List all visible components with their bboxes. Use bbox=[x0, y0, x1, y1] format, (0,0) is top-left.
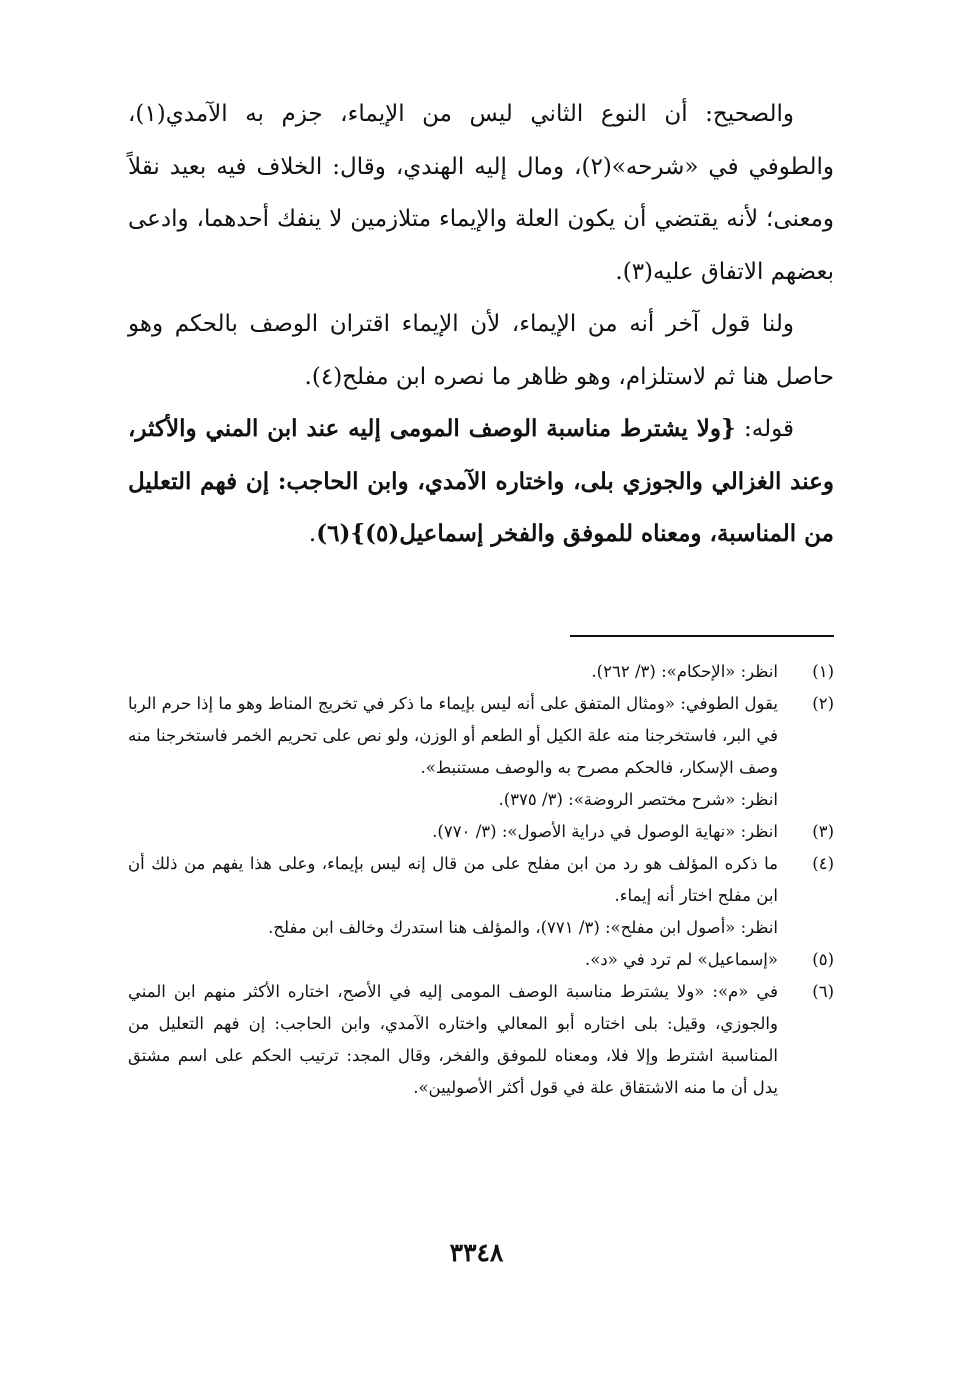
quote-tail: . bbox=[308, 521, 317, 547]
quote-lead: قوله: bbox=[735, 416, 794, 442]
footnote-number: (٦) bbox=[812, 982, 834, 1001]
footnote-line: يقول الطوفي: «ومثال المتفق على أنه ليس بإيماء ما ذكر في تخريج المناط وهو ما إذا حرم الربا في البر، فاستخرجنا منه علة الكيل أو الطعم أو الوزن، ولو نص على تحريم الخمر فاستخرجنا منه وصف الإسكار، فالحكم مصرح به والوصف مستنبط». bbox=[128, 694, 778, 777]
footnote-2 bbox=[128, 688, 834, 816]
footnote-4 bbox=[128, 848, 834, 944]
main-paragraph-3 bbox=[128, 403, 834, 561]
footnote-separator bbox=[570, 635, 834, 637]
page-number: ٣٣٤٨ bbox=[449, 1238, 504, 1267]
footnote-text bbox=[128, 976, 778, 1104]
footnote-number: (٥) bbox=[812, 950, 834, 969]
footnote-line: «إسماعيل» لم ترد في «د». bbox=[585, 950, 778, 969]
quoted-matn-text: {ولا يشترط مناسبة الوصف المومى إليه عند ابن المني والأكثر، وعند الغزالي والجوزي بلى، واختاره الآمدي، وابن الحاجب: إن فهم التعليل من المناسبة، ومعناه للموفق والفخر إسماعيل(٥)}(٦) bbox=[128, 415, 834, 547]
footnote-line: انظر: «نهاية الوصول في دراية الأصول»: (٣/ ٧٧٠). bbox=[432, 822, 778, 841]
footnote-line: في «م»: «ولا يشترط مناسبة الوصف المومى إليه في الأصح، اختاره الأكثر منهم ابن المني والجوزي، وقيل: بلى اختاره أبو المعالي واختاره الآمدي، وابن الحاجب: إن فهم التعليل من المناسبة اشترط وإلا فلا، ومعناه للموفق والفخر، وقال المجد: ترتيب الحكم على اسم مشتق يدل أن ما منه الاشتقاق علة في قول أكثر الأصوليين». bbox=[128, 982, 778, 1097]
footnote-line: انظر: «الإحكام»: (٣/ ٢٦٢). bbox=[591, 662, 778, 681]
footnote-text bbox=[128, 688, 778, 816]
footnote-number: (١) bbox=[812, 662, 834, 681]
footnote-5 bbox=[128, 944, 834, 976]
footnote-text bbox=[128, 848, 778, 944]
footnote-line: انظر: «أصول ابن مفلح»: (٣/ ٧٧١)، والمؤلف هنا استدرك وخالف ابن مفلح. bbox=[268, 918, 778, 937]
footnote-text bbox=[128, 656, 778, 688]
footnote-1 bbox=[128, 656, 834, 688]
footnote-6 bbox=[128, 976, 834, 1104]
main-paragraph-1: والصحيح: أن النوع الثاني ليس من الإيماء، جزم به الآمدي(١)، والطوفي في «شرحه»(٢)، ومال إليه الهندي، وقال: الخلاف فيه بعيد نقلاً ومعنى؛ لأنه يقتضي أن يكون العلة والإيماء متلازمين لا ينفك أحدهما، وادعى بعضهم الاتفاق عليه(٣). bbox=[128, 101, 834, 285]
footnote-text bbox=[128, 944, 778, 976]
footnote-number: (٢) bbox=[812, 694, 834, 713]
main-paragraph-2: ولنا قول آخر أنه من الإيماء، لأن الإيماء اقتران الوصف بالحكم وهو حاصل هنا ثم لاستلزام، وهو ظاهر ما نصره ابن مفلح(٤). bbox=[128, 311, 834, 390]
footnote-line: انظر: «شرح مختصر الروضة»: (٣/ ٣٧٥). bbox=[498, 790, 778, 809]
footnote-number: (٤) bbox=[812, 854, 834, 873]
footnote-line: ما ذكره المؤلف هو رد من ابن مفلح على من قال إنه ليس بإيماء، وعلى هذا يفهم من ذلك أن ابن مفلح اختار أنه إيماء. bbox=[128, 854, 778, 905]
footnote-text bbox=[128, 816, 778, 848]
footnote-3 bbox=[128, 816, 834, 848]
footnote-number: (٣) bbox=[812, 822, 834, 841]
main-text-body bbox=[128, 88, 834, 561]
footnotes-section bbox=[128, 656, 834, 1104]
